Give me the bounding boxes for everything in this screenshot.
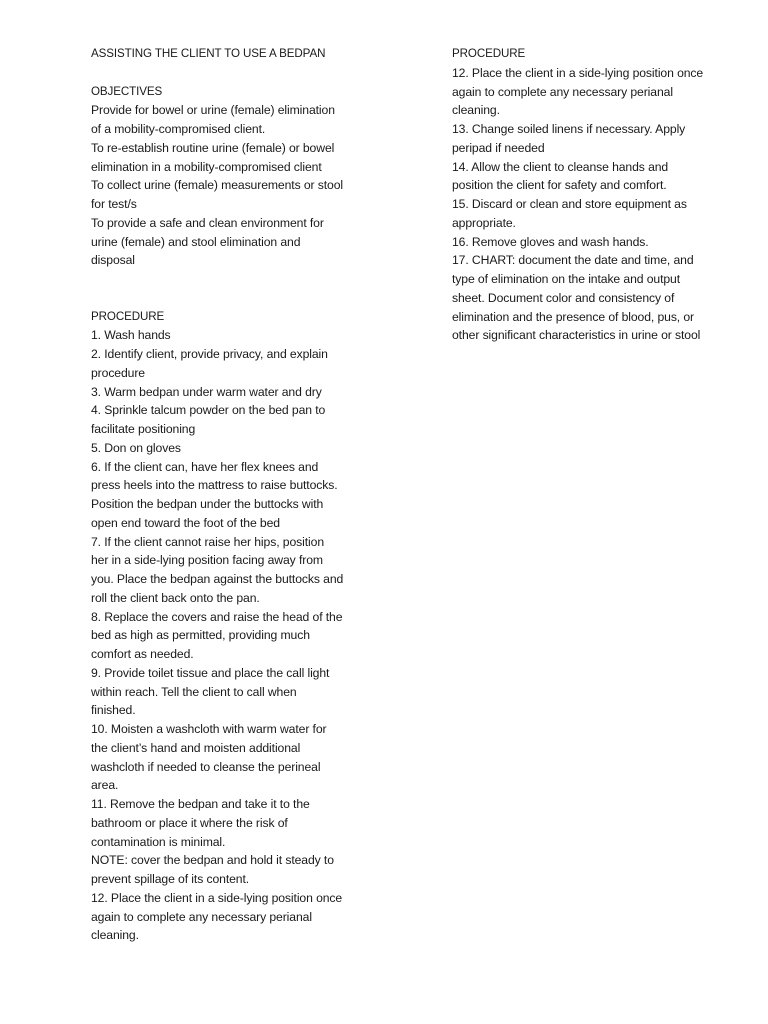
objective-line: To re-establish routine urine (female) or bowel xyxy=(91,140,335,155)
document-title: ASSISTING THE CLIENT TO USE A BEDPAN xyxy=(91,47,326,60)
left-column xyxy=(91,45,369,945)
procedure-line: cleaning. xyxy=(91,928,139,943)
procedure-line: 15. Discard or clean and store equipment as xyxy=(452,197,687,211)
procedure-line: type of elimination on the intake and output xyxy=(452,272,681,286)
procedure-line: peripad if needed xyxy=(452,140,545,155)
procedure-heading-continued: PROCEDURE xyxy=(452,47,526,60)
procedure-line: 17. CHART: document the date and time, and xyxy=(452,253,694,268)
procedure-line: 7. If the client cannot raise her hips, position xyxy=(91,534,324,549)
procedure-line: cleaning. xyxy=(452,103,500,118)
procedure-line: finished. xyxy=(91,703,136,718)
procedure-line: press heels into the mattress to raise buttocks. xyxy=(91,478,338,493)
procedure-line: elimination and the presence of blood, pus, or xyxy=(452,309,695,324)
procedure-list-continued xyxy=(452,64,728,345)
procedure-line: sheet. Document color and consistency of xyxy=(452,290,675,305)
procedure-line: Position the bedpan under the buttocks with xyxy=(91,497,324,511)
objective-line: elimination in a mobility-compromised client xyxy=(91,159,322,174)
right-column xyxy=(452,45,728,345)
objective-line: urine (female) and stool elimination and xyxy=(91,234,301,249)
procedure-line: bed as high as permitted, providing much xyxy=(91,628,310,643)
spacer xyxy=(91,270,369,308)
procedure-line: 2. Identify client, provide privacy, and explain xyxy=(91,347,328,361)
spacer xyxy=(91,64,369,83)
procedure-line: position the client for safety and comfort. xyxy=(452,178,667,193)
procedure-line: appropriate. xyxy=(452,215,516,230)
procedure-line: contamination is minimal. xyxy=(91,834,226,849)
procedure-line: roll the client back onto the pan. xyxy=(91,590,260,605)
procedure-line: you. Place the bedpan against the buttocks and xyxy=(91,572,344,586)
objective-line: Provide for bowel or urine (female) elimination xyxy=(91,103,335,118)
procedure-list xyxy=(91,326,369,945)
procedure-line: 16. Remove gloves and wash hands. xyxy=(452,234,649,249)
objective-line: for test/s xyxy=(91,197,137,211)
procedure-line: 11. Remove the bedpan and take it to the xyxy=(91,797,310,811)
procedure-line: 1. Wash hands xyxy=(91,328,171,343)
procedure-line: 8. Replace the covers and raise the head of the xyxy=(91,609,343,624)
procedure-line: again to complete any necessary perianal xyxy=(452,84,673,99)
procedure-line: procedure xyxy=(91,365,145,380)
objective-line: To provide a safe and clean environment for xyxy=(91,215,324,230)
procedure-line: 9. Provide toilet tissue and place the call light xyxy=(91,665,330,680)
procedure-line: 10. Moisten a washcloth with warm water for xyxy=(91,722,327,736)
procedure-line: comfort as needed. xyxy=(91,647,194,661)
objectives-list xyxy=(91,101,369,270)
procedure-line: 5. Don on gloves xyxy=(91,440,181,455)
procedure-line: again to complete any necessary perianal xyxy=(91,909,312,924)
procedure-line: 14. Allow the client to cleanse hands and xyxy=(452,159,669,174)
procedure-line: area. xyxy=(91,778,119,793)
procedure-line: the client’s hand and moisten additional xyxy=(91,740,301,755)
objective-line: of a mobility-compromised client. xyxy=(91,122,266,136)
procedure-line: 12. Place the client in a side-lying position once xyxy=(91,890,343,905)
procedure-line: 6. If the client can, have her flex knees and xyxy=(91,459,319,474)
procedure-line: bathroom or place it where the risk of xyxy=(91,815,288,830)
procedure-line: open end toward the foot of the bed xyxy=(91,515,280,530)
objective-line: To collect urine (female) measurements or stool xyxy=(91,178,344,193)
procedure-line: 3. Warm bedpan under warm water and dry xyxy=(91,384,322,399)
objectives-heading: OBJECTIVES xyxy=(91,84,163,98)
procedure-line: prevent spillage of its content. xyxy=(91,872,250,886)
procedure-line: facilitate positioning xyxy=(91,422,196,436)
procedure-line: 13. Change soiled linens if necessary. Apply xyxy=(452,122,686,136)
procedure-line: other significant characteristics in urine or stool xyxy=(452,328,701,343)
procedure-heading: PROCEDURE xyxy=(91,309,165,323)
procedure-line: washcloth if needed to cleanse the perineal xyxy=(91,759,321,774)
procedure-line: 12. Place the client in a side-lying position once xyxy=(452,65,704,80)
objective-line: disposal xyxy=(91,253,135,268)
procedure-line: within reach. Tell the client to call when xyxy=(91,684,297,699)
procedure-line: 4. Sprinkle talcum powder on the bed pan to xyxy=(91,403,326,418)
procedure-line: NOTE: cover the bedpan and hold it steady to xyxy=(91,853,334,868)
procedure-line: her in a side-lying position facing away from xyxy=(91,553,323,568)
